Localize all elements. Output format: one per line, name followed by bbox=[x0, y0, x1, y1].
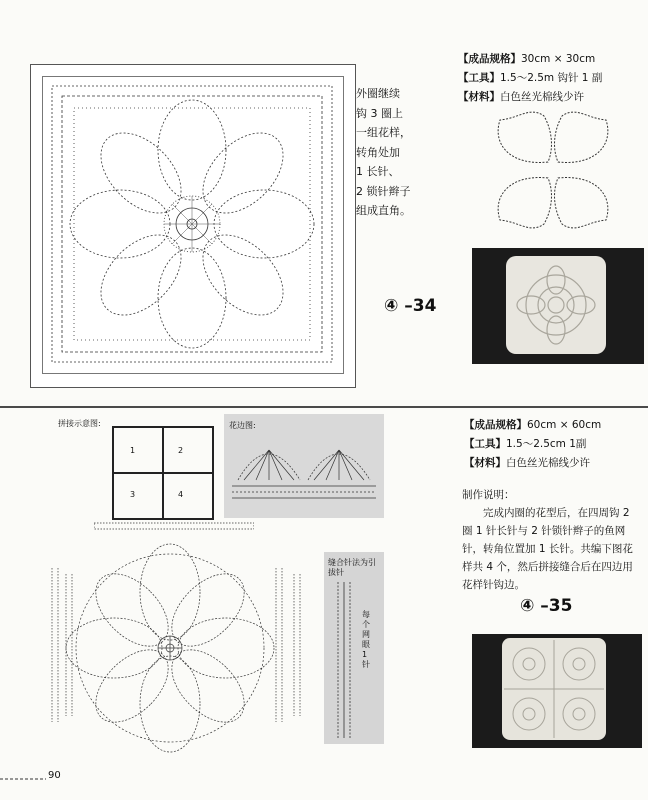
section-divider bbox=[0, 406, 648, 408]
pattern-34-note: 外圈继续 钩 3 圈上 一组花样， 转角处加 1 长针、 2 锁针辫子 组成直角。 bbox=[356, 87, 411, 217]
edging-chart-title: 花边图: bbox=[229, 421, 256, 430]
pattern-35-photo bbox=[472, 634, 642, 748]
petal-motif-diagram bbox=[490, 104, 616, 236]
grid-cell-2: 2 bbox=[178, 446, 184, 455]
spec-size: 【成品规格】60cm × 60cm bbox=[464, 419, 602, 431]
spec-size: 【成品规格】30cm × 30cm bbox=[458, 53, 596, 65]
method-text: 完成内圈的花型后，在四周钩 2 圈 1 针长针与 2 针锁针辫子的鱼网针，转角位置加 1 长针。共编下图花样共 4 个，然后拼接缝合后在四边用花样针钩边。 bbox=[462, 507, 633, 591]
spec-material: 【材料】白色丝光棉线少许 bbox=[464, 457, 590, 469]
doily-photo-34-graphic bbox=[472, 248, 644, 364]
joining-grid bbox=[112, 426, 214, 520]
edge-strip-top bbox=[94, 520, 254, 532]
edging-chart-panel bbox=[224, 414, 384, 518]
pattern-35-label: ④ –35 bbox=[520, 596, 573, 616]
pattern-34-chart bbox=[46, 80, 338, 368]
spec-tool: 【工具】1.5～2.5m 钩针 1 副 bbox=[458, 72, 603, 84]
seam-method-note: 每个网眼1针 bbox=[362, 610, 370, 669]
doily-photo-35-graphic bbox=[472, 634, 642, 748]
grid-cell-4: 4 bbox=[178, 490, 184, 499]
pattern-34-photo bbox=[472, 248, 644, 364]
pattern-34-specs bbox=[458, 50, 646, 107]
seam-method-title: 缝合针法为引拔针 bbox=[328, 558, 376, 577]
spec-tool: 【工具】1.5～2.5cm 1副 bbox=[464, 438, 587, 450]
grid-cell-1: 1 bbox=[130, 446, 136, 455]
pattern-35-motif-chart bbox=[46, 540, 316, 766]
seam-chart-graphic bbox=[324, 552, 384, 744]
grid-cell-3: 3 bbox=[130, 490, 136, 499]
pattern-34-label: ④ –34 bbox=[384, 296, 437, 316]
edging-chart-graphic bbox=[224, 414, 384, 518]
grid-divider-v bbox=[162, 428, 164, 518]
method-title: 制作说明： bbox=[462, 489, 515, 501]
joining-diagram-title: 拼接示意图: bbox=[58, 419, 101, 428]
pattern-35-specs bbox=[464, 416, 642, 473]
spec-material: 【材料】白色丝光棉线少许 bbox=[458, 91, 584, 103]
page-number: 90 bbox=[48, 770, 61, 781]
page-number-leader bbox=[0, 777, 46, 781]
pattern-35-instructions bbox=[462, 486, 638, 594]
seam-panel bbox=[324, 552, 384, 744]
